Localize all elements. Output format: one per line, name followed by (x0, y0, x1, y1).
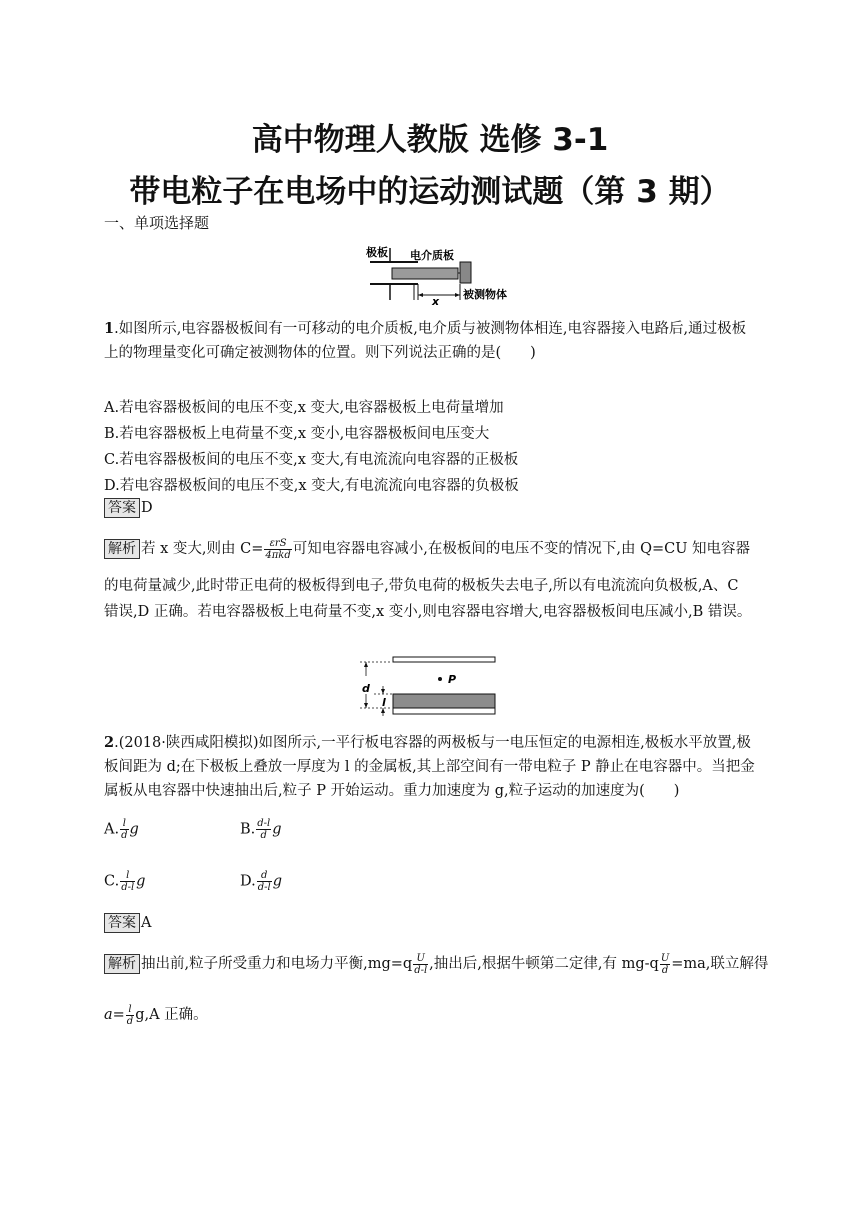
option-fraction: $\frac{d}{d-l}$ (257, 870, 271, 893)
formula-fraction: $\frac{U}{d}$ (660, 952, 670, 976)
analysis-text: ,抽出后,根据牛顿第二定律,有 mg-q (429, 956, 659, 972)
formula-fraction: $\frac{l}{d}$ (126, 1003, 134, 1027)
section-heading: 一、单项选择题 (104, 214, 210, 232)
figure-parallel-plate (356, 652, 502, 720)
particle-p (438, 677, 442, 681)
q2-option-d: D. $\frac{d}{d-l}$ g (240, 870, 282, 893)
question-text: .如图所示,电容器极板间有一可移动的电介质板,电介质与被测物体相连,电容器接入电路后,通过极板上的物理量变化可确定被测物体的位置。则下列说法正确的是( ) (104, 321, 747, 361)
question-1-stem (104, 317, 756, 365)
label-p: P (448, 673, 457, 686)
analysis-tag: 解析 (104, 954, 140, 974)
q2-option-b: B. $\frac{d-l}{d}$ g (240, 818, 282, 841)
analysis-continued: 的电荷量减少,此时带正电荷的极板得到电子,带负电荷的极板失去电子,所以有电流流向负极板,A、C 错误,D 正确。若电容器极板上电荷量不变,x 变小,则电容器电容增大,电容器极板间电压减小,B 错误。 (104, 578, 752, 620)
figure-dielectric-capacitor (362, 240, 512, 306)
question-2-stem (104, 731, 756, 803)
formula-fraction: $\frac{U}{d-l}$ (414, 952, 428, 976)
option-b: B.若电容器极板上电荷量不变,x 变小,电容器极板间电压变大 (104, 426, 490, 442)
analysis-text: 若 x 变大,则由 C= (141, 541, 264, 557)
analysis-text: 可知电容器电容减小,在极板间的电压不变的情况下,由 Q=CU 知电容器 (292, 541, 751, 557)
label-object: 被测物体 (463, 288, 507, 301)
option-a: A.若电容器极板间的电压不变,x 变大,电容器极板上电荷量增加 (104, 400, 504, 416)
option-fraction: $\frac{l}{d}$ (121, 818, 128, 841)
option-d: D.若电容器极板间的电压不变,x 变大,有电流流向电容器的负极板 (104, 478, 519, 494)
option-fraction: $\frac{d-l}{d}$ (257, 818, 271, 841)
analysis-tag: 解析 (104, 539, 140, 559)
question-text: .(2018·陕西咸阳模拟)如图所示,一平行板电容器的两极板与一电压恒定的电源相连,极板水平放置,极板间距为 d;在下极板上叠放一厚度为 l 的金属板,其上部空间有一带电粒子 P 静止在电容器中。当把金属板从电容器中快速抽出后,粒子 P 开始运动。重力加速度为 g,粒子运动的加速度为( ) (104, 735, 755, 799)
capacitance-fraction: $\frac{\text{εrS}}{\text{4πkd}}$ (265, 537, 291, 561)
answer-value: A (141, 915, 152, 931)
analysis-row-1 (104, 537, 750, 561)
label-plate: 极板 (366, 246, 388, 259)
analysis-text: 抽出前,粒子所受重力和电场力平衡,mg=q (141, 956, 413, 972)
answer-tag: 答案 (104, 913, 140, 933)
label-x: x (432, 295, 440, 306)
label-dielectric: 电介质板 (410, 249, 454, 262)
page-subtitle: 带电粒子在电场中的运动测试题（第 3 期） (129, 174, 731, 210)
label-l: l (382, 696, 386, 709)
q2-option-c: C. $\frac{l}{d-l}$ g (104, 870, 146, 893)
answer-row (104, 913, 151, 933)
analysis-row-2 (104, 952, 768, 976)
label-d: d (362, 682, 370, 695)
q2-option-a: A. $\frac{l}{d}$ g (104, 818, 139, 841)
answer-row (104, 498, 153, 518)
option-c: C.若电容器极板间的电压不变,x 变大,有电流流向电容器的正极板 (104, 452, 519, 468)
analysis-final: a= $\frac{l}{d}$ g,A 正确。 (104, 1003, 208, 1027)
analysis-text: =ma,联立解得 (671, 956, 769, 972)
question-number: 1 (104, 320, 115, 337)
answer-value: D (141, 500, 153, 516)
answer-tag: 答案 (104, 498, 140, 518)
question-number: 2 (104, 734, 115, 751)
page-title: 高中物理人教版 选修 3-1 (251, 122, 609, 158)
option-fraction: $\frac{l}{d-l}$ (121, 870, 135, 893)
